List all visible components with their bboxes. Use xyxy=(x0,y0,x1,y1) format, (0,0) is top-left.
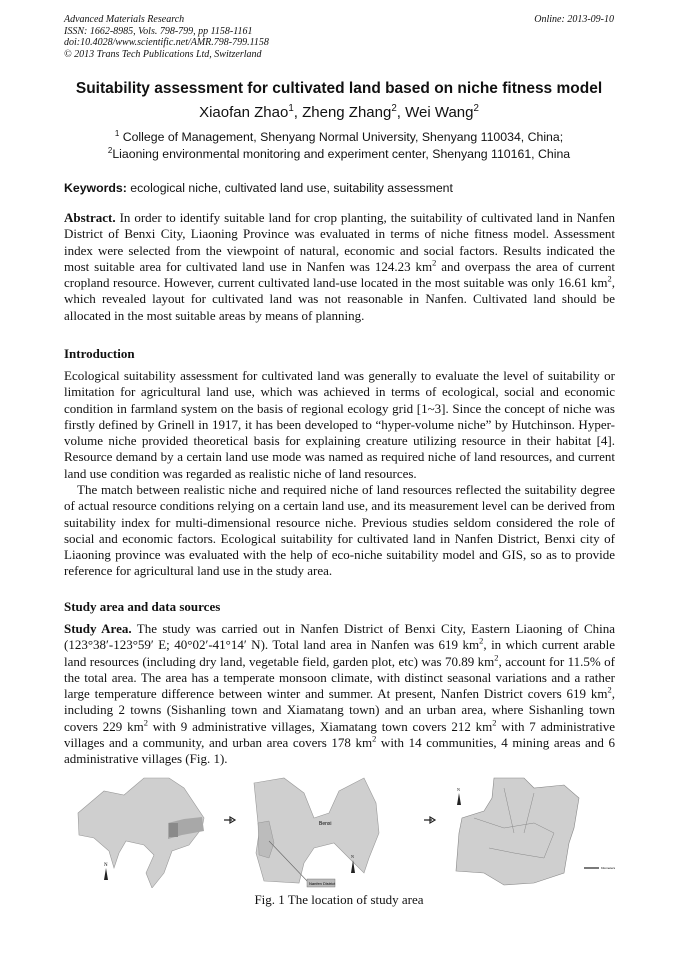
superscript: 2 xyxy=(432,257,437,268)
text-segment: , which revealed layout for cultivated land was not reasonable in Nanfen. Cultivated land should be allocated in the most suitable areas by means of planning. xyxy=(64,275,615,323)
author-name: Wei Wang xyxy=(405,104,474,121)
north-arrow-icon xyxy=(457,793,461,805)
figure-caption: Fig. 1 The location of study area xyxy=(254,892,424,907)
author-name: Zheng Zhang xyxy=(302,104,392,121)
paragraph-text xyxy=(64,621,615,766)
section-heading-introduction: Introduction xyxy=(64,346,135,361)
section-heading-study-area: Study area and data sources xyxy=(64,599,221,614)
author-sup: 1 xyxy=(288,103,294,114)
scale-label: Kilometers xyxy=(601,866,616,870)
north-label: N xyxy=(351,854,354,859)
figure-1-maps xyxy=(64,773,624,888)
issn: ISSN: 1662-8985, Vols. 798-799, pp 1158-1161 xyxy=(64,25,253,37)
superscript: 2 xyxy=(479,635,484,646)
benxi-map xyxy=(254,778,379,887)
superscript: 2 xyxy=(143,717,148,728)
liaoning-map xyxy=(78,778,204,888)
author-name: Xiaofan Zhao xyxy=(199,104,289,121)
intro-paragraph-1: Ecological suitability assessment for cultivated land was generally to evaluate the level of suitability or limitation for agricultural land use, which was achieved in terms of ecological, social and economic condition in farmland system on the basis of regional ecology grid [1~3]. Since the concept of niche was firstly defined by Grinell in 1917, it has been developed to “hyper-volume niche” by Hutchinson. Hyper-volume niche provided theoretical basis for explaining creature utilizing resource in their habitat [4]. Resource demand by a certain land use mode was named as required niche of land resources, and current land use condition was regarded as realistic niche of land resources. xyxy=(64,368,615,481)
author-sup: 2 xyxy=(473,103,479,114)
authors: Xiaofan Zhao$^1$, Zheng Zhang$^2$, Wei Wang$^2$ xyxy=(199,103,479,121)
study-area-paragraph xyxy=(64,621,615,768)
text-segment: and overpass the area of current cropland resource. However, current cultivated land-use located in the most suitable was only 16.61 km xyxy=(64,258,615,291)
text-segment: The study was carried out in Nanfen District of Benxi City, Eastern Liaoning of China (123°38′-123°59′ E; 40°02′-41°14′ N). Total land area in Nanfen was 619 km xyxy=(64,621,616,653)
superscript: 2 xyxy=(494,652,499,663)
study-area-label: Study Area. xyxy=(64,621,132,636)
superscript: 2 xyxy=(607,684,612,695)
copyright: © 2013 Trans Tech Publications Ltd, Switzerland xyxy=(64,48,262,60)
doi: doi:10.4028/www.scientific.net/AMR.798-799.1158 xyxy=(64,37,269,48)
arrow-icon xyxy=(424,817,435,823)
superscript: 2 xyxy=(492,717,497,728)
north-label: N xyxy=(457,787,460,792)
aff-text: College of Management, Shenyang Normal University, Shenyang 110034, China; xyxy=(119,130,564,144)
intro-paragraph-2: The match between realistic niche and required niche of land resources reflected the suitability degree of actual resource conditions relying on a certain land use, and its measurement level can be derived from suitability index for multi-dimensional resource niche. Previous studies seldom considered the role of social and economic factors. Ecological suitability for cultivated land in Nanfen District, Benxi city of Liaoning province was evaluated with the help of eco-niche suitability model and GIS, so as to provide reference for agricultural land use in the study area. xyxy=(64,482,615,579)
paragraph-text xyxy=(64,210,615,323)
aff-text: Liaoning environmental monitoring and experiment center, Shenyang 110161, China xyxy=(112,147,571,161)
text-segment: , account for 11.5% of the total area. The area has a temperate monsoon climate, with distinct seasonal variations and a rather large temperature difference between winter and summer. At present, Nanfen District covers 619 km xyxy=(64,653,615,702)
nanfen-map xyxy=(456,778,616,885)
text-segment: In order to identify suitable land for crop planting, the suitability of cultivated land in Nanfen District of Benxi City, Liaoning Province was evaluated in terms of niche fitness model. Assessment index were selected from the viewpoint of natural, economic and social factors. Results indicated the most suitable area for cultivated land use in Nanfen was 124.23 km xyxy=(64,210,615,274)
superscript: 2 xyxy=(372,733,377,744)
paper-title: Suitability assessment for cultivated land based on niche fitness model xyxy=(75,80,603,97)
benxi-label: Benxi xyxy=(319,821,332,827)
abstract-label: Abstract. xyxy=(64,210,116,225)
north-arrow-icon xyxy=(104,868,108,880)
author-sup: 2 xyxy=(391,103,397,114)
text-segment: , including 2 towns (Sishanling town and Xiamatang town) and an urban area, where Sishanling town covers 229 km xyxy=(64,686,615,734)
callout-label: Nanfen District xyxy=(309,881,336,886)
keywords-text: ecological niche, cultivated land use, suitability assessment xyxy=(126,181,453,195)
text-segment: with 9 administrative villages, Xiamatang town covers 212 km xyxy=(147,718,493,734)
superscript: 2 xyxy=(607,273,612,284)
keywords xyxy=(64,181,453,195)
abstract xyxy=(64,210,615,324)
affiliation-2 xyxy=(0,147,678,161)
journal-name: Advanced Materials Research xyxy=(64,14,185,25)
text-segment: with 14 communities, 4 mining areas and 6 administrative villages (Fig. 1). xyxy=(64,735,615,767)
text-segment: , in which current arable land resources (including dry land, vegetable field, garden plot, etc) was 70.89 km xyxy=(64,637,615,669)
aff-sup: 2 xyxy=(107,145,113,155)
keywords-label: Keywords: xyxy=(64,181,127,195)
affiliation-1 xyxy=(0,130,678,144)
arrow-icon xyxy=(224,817,235,823)
aff-sup: 1 xyxy=(114,128,120,138)
north-label: N xyxy=(104,863,108,868)
journal-header xyxy=(64,14,269,60)
online-date: Online: 2013-09-10 xyxy=(534,14,614,25)
text-segment: with 7 administrative villages and a community, and urban area covers 178 km xyxy=(64,718,616,751)
